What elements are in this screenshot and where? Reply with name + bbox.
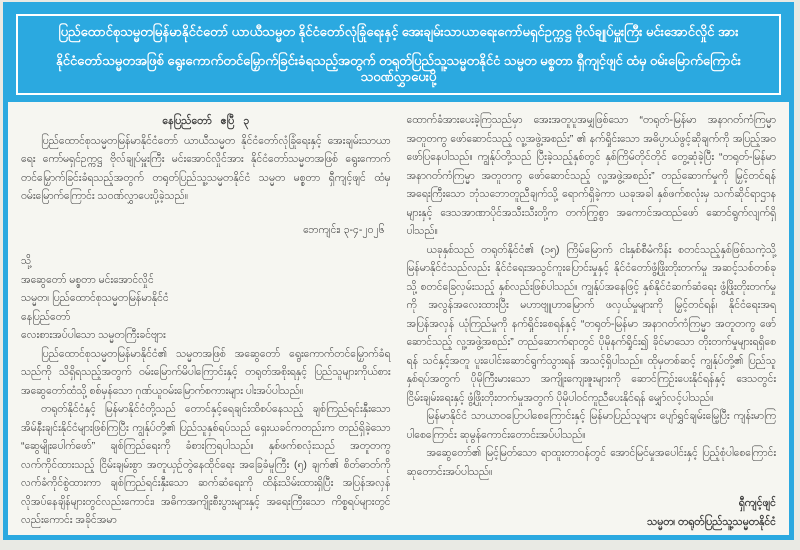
letter-addressee-name: အဆွေတော် မစ္စတာ မင်းအောင်လှိုင် [21, 273, 154, 286]
article-body [8, 102, 789, 531]
dateline: နေပြည်တော် ဧပြီ ၃ [162, 115, 250, 127]
masthead-banner [8, 7, 789, 102]
letter-place-date: ဘေကျင်း၊ ၃-၄-၂၀၂၆ [303, 223, 385, 236]
lead-paragraph: ပြည်ထောင်စုသမ္မတမြန်မာနိုင်ငံတော် ယာယီသမ္မတ နိုင်ငံတော်လုံခြုံရေးနှင့် အေးချမ်းသာယာရေး ကော်မရှင်ဥက္ကဋ္ဌ ဗိုလ်ချုပ်မှူးကြီး မင်းအောင်လှိုင်အား နိုင်ငံတော်သမ္မတအဖြစ် ရွေးကောက်တင်မြှောက်ခြင်းခံရသည့်အတွက် တရုတ်ပြည်သူ့သမ္မတနိုင်ငံ သမ္မတ မစ္စတာ ရှီကျင့်ဖျင် ထံမှ ဝမ်းမြောက်ကြောင်း သဝဏ်လွှာပေးပို့ခဲ့သည်။ [21, 134, 391, 202]
paragraph-relations-start: တရုတ်နိုင်ငံနှင့် မြန်မာနိုင်ငံတို့သည် တောင်နှင့်ရေချင်းထိစပ်နေသည့် ချစ်ကြည်ရင်းနှီးသော အိမ်နီးချင်းနိုင်ငံများဖြစ်ကြပြီး ကျွန်ုပ်တို့၏ ပြည်သူနှစ်ရပ်သည် ရှေးယခင်ကတည်းက တည်ရှိခဲ့သော “ဆွေမျိုးပေါက်ဖော်” ချစ်ကြည်ရေးကို ခံစားကြရပါသည်။ နှစ်ဖက်စလုံးသည် အတူတကွ လက်ကိုင်ထားသည့် ငြိမ်းချမ်းစွာ အတူယှဉ်တွဲနေထိုင်ရေး အခြေခံမူကြီး (၅) ချက်၏ စိတ်ဓာတ်ကို လက်ခံကိုင်စွဲထားကာ ချစ်ကြည်ရင်းနှီးသော ဆက်ဆံရေးကို ထိန်းသိမ်းထားရှိပြီး အပြန်အလှန် လိုအပ်နေချိန်များတွင်လည်းကောင်း၊ အဓိကအကျိုးစီးပွားများနှင့် အရေးကြီးသော ကိစ္စရပ်များတွင်လည်းကောင်း အခိုင်အမာ [21, 403, 391, 526]
paragraph-congratulations: ပြည်ထောင်စုသမ္မတမြန်မာနိုင်ငံ၏ သမ္မတအဖြစ် အဆွေတော် ရွေးကောက်တင်မြှောက်ခံရသည်ကို သိရှိရသည့်အတွက် ဝမ်းမြောက်မိပါကြောင်းနှင့် တရုတ်အစိုးရနှင့် ပြည်သူများကိုယ်စား အဆွေတော်ထံသို့ စစ်မှန်သော ဂုဏ်ယူဝမ်းမြောက်စကားများ ပါးအပ်ပါသည်။ [21, 347, 391, 397]
letter-salutation: လေးစားအပ်ပါသော သမ္မတကြီးခင်ဗျား [21, 329, 166, 341]
paragraph-relations-continued: ထောက်ခံအားပေးခဲ့ကြသည်မှာ အေးအတူပူအမျှဖြစ်သော “တရုတ်-မြန်မာ အနာဂတ်ကံကြမ္မာ အတူတကွ ဖော်ဆောင်သည့် လူ့အဖွဲ့အစည်း” ၏ နက်ရှိုင်းသော အဓိပ္ပာယ်ဖွင့်ဆိုချက်ကို အပြည့်အဝ ဖော်ပြနေပါသည်။ ကျွန်ုပ်တို့သည် ပြီးခဲ့သည့်နှစ်တွင် နှစ်ကြိမ်တိုင်တိုင် တွေ့ဆုံခဲ့ပြီး “တရုတ်-မြန်မာ အနာဂတ်ကံကြမ္မာ အတူတကွ ဖော်ဆောင်သည့် လူ့အဖွဲ့အစည်း” တည်ဆောက်မှုကို မြှင့်တင်ရန် အရေးကြီးသော ဘုံသဘောတူညီချက်သို့ ရောက်ရှိခဲ့ကာ ယခုအခါ နှစ်ဖက်စလုံးမှ သက်ဆိုင်ရာဌာနများနှင့် ဒေသအာဏာပိုင်အသီးသီးတို့က တက်ကြွစွာ အကောင်အထည်ဖော် ဆောင်ရွက်လျက်ရှိပါသည်။ [406, 114, 776, 237]
letter-to-line: သို့ [21, 255, 32, 267]
signature-block [407, 494, 777, 531]
letter-addressee-city: နေပြည်တော် [21, 310, 71, 323]
right-column [407, 111, 777, 531]
paragraph-new-year: ယခုနှစ်သည် တရုတ်နိုင်ငံ၏ (၁၅) ကြိမ်မြောက် ငါးနှစ်စီမံကိန်း စတင်သည့်နှစ်ဖြစ်သကဲ့သို့ မြန်မာနိုင်ငံသည်လည်း နိုင်ငံရေးအသွင်ကူးပြောင်းမှုနှင့် နိုင်ငံတော်ဖွံ့ဖြိုးတိုးတက်မှု အဆင့်သစ်တစ်ခုသို့ စတင်ခြေလှမ်းသည့် နှစ်လည်းဖြစ်ပါသည်။ ကျွန်ုပ်အနေဖြင့် နှစ်နိုင်ငံဆက်ဆံရေး ဖွံ့ဖြိုးတိုးတက်မှုကို အလွန်အလေးထားပြီး မဟာဗျူဟာမြောက် ဖလှယ်မှုများကို မြှင့်တင်ရန်၊ နိုင်ငံရေးအရ အပြန်အလှန် ယုံကြည်မှုကို နက်ရှိုင်းစေရန်နှင့် “တရုတ်-မြန်မာ အနာဂတ်ကံကြမ္မာ အတူတကွ ဖော်ဆောင်သည့် လူ့အဖွဲ့အစည်း” တည်ဆောက်ရာတွင် ပိုမိုနက်ရှိုင်း၍ ခိုင်မာသော တိုးတက်မှုများရရှိစေရန် သင်နှင့်အတူ ပူးပေါင်းဆောင်ရွက်သွားရန် အသင့်ရှိပါသည်။ ထိုမှတစ်ဆင့် ကျွန်ုပ်တို့၏ ပြည်သူနှစ်ရပ်အတွက် ပိုမိုကြီးမားသော အကျိုးကျေးဇူးများကို ဆောင်ကြဉ်းပေးနိုင်ရန်နှင့် ဒေသတွင်း ငြိမ်းချမ်းရေးနှင့် ဖွံ့ဖြိုးတိုးတက်မှုအတွက် ပိုမိုပါဝင်ကူညီပေးနိုင်ရန် မျှော်လင့်ပါသည်။ [406, 243, 776, 404]
newspaper-page [3, 2, 794, 540]
signature-name: ရှီကျင့်ဖျင် [738, 497, 776, 509]
masthead-headline-line2: နိုင်ငံတော်သမ္မတအဖြစ် ရွေးကောက်တင်မြှောက်ခြင်းခံရသည့်အတွက် တရုတ်ပြည်သူ့သမ္မတနိုင်ငံ သမ္မတ မစ္စတာ ရှီကျင့်ဖျင် ထံမှ ဝမ်းမြောက်ကြောင်း သဝဏ်လွှာပေးပို့ [56, 52, 741, 85]
left-column [21, 111, 391, 531]
letter-addressee-title: သမ္မတ၊ ပြည်ထောင်စုသမ္မတမြန်မာနိုင်ငံ [21, 292, 169, 304]
signature-title: သမ္မတ၊ တရုတ်ပြည်သူ့သမ္မတနိုင်ငံ [647, 515, 776, 528]
masthead-inner-frame [16, 14, 781, 95]
paragraph-blessing: အဆွေတော်၏ မြင့်မြတ်သော ရာထူးတာဝန်တွင် အောင်မြင်မှုအပေါင်းနှင့် ပြည့်စုံပါစေကြောင်း ဆုတောင်းအပ်ပါသည်။ [406, 447, 776, 478]
paragraph-wishes: မြန်မာနိုင်ငံ သာယာဝပြောပါစေကြောင်းနှင့် မြန်မာပြည်သူများ ပျော်ရွှင်ချမ်းမြေ့ပြီး ကျန်းမာကြပါစေကြောင်း ဆုမွန်ကောင်းတောင်းအပ်ပါသည်။ [406, 410, 776, 441]
masthead-headline-line1: ပြည်ထောင်စုသမ္မတမြန်မာနိုင်ငံတော် ယာယီသမ္မတ နိုင်ငံတော်လုံခြုံရေးနှင့် အေးချမ်းသာယာရေးကော်မရှင်ဥက္ကဋ္ဌ ဗိုလ်ချုပ်မှူးကြီး မင်းအောင်လှိုင် အား [58, 23, 739, 39]
